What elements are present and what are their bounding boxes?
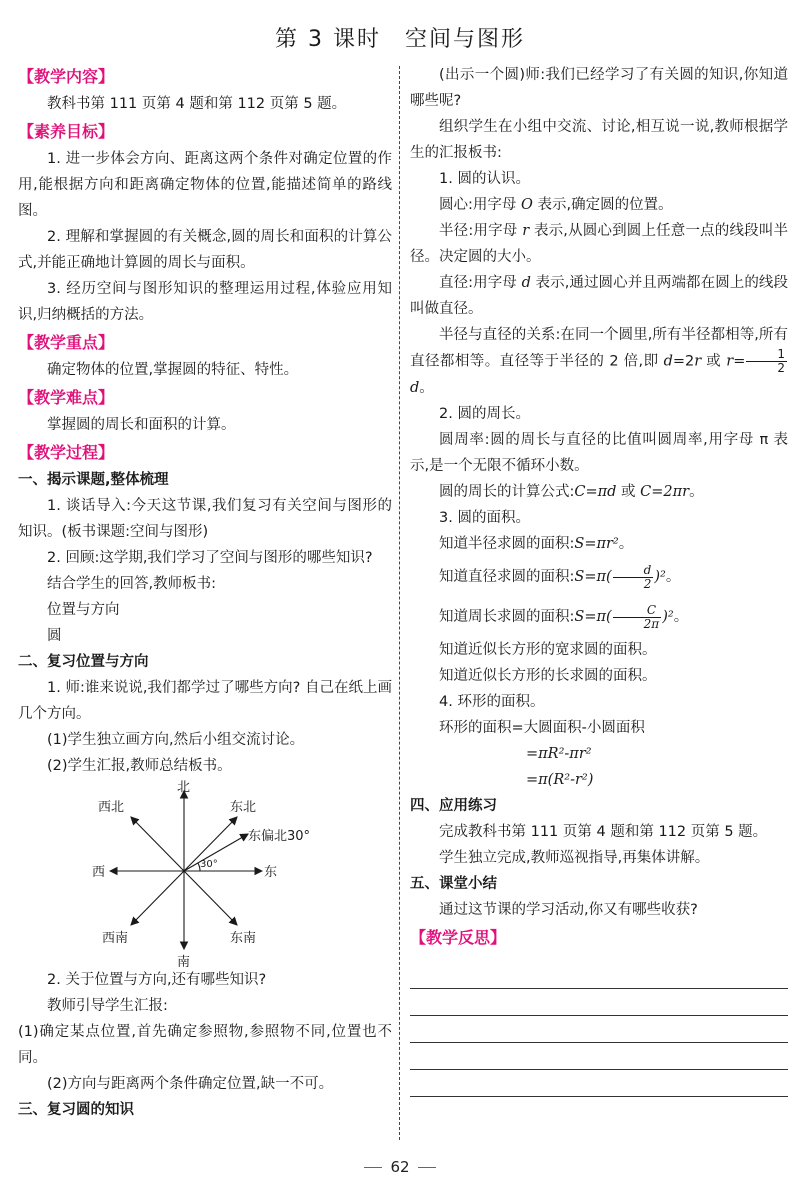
label-northwest: 西北	[98, 800, 125, 815]
s2-paragraph-2: (1)学生独立画方向,然后小组交流讨论。	[47, 732, 305, 748]
circle-recognition-title: 1. 圆的认识。	[439, 171, 530, 187]
area-by-rect-width: 知道近似长方形的宽求圆的面积。	[439, 642, 657, 658]
area-by-radius: 知道半径求圆的面积:S=πr²。	[439, 536, 634, 552]
s1-paragraph-2: 2. 回顾:这学期,我们学习了空间与图形的哪些知识?	[47, 550, 373, 566]
s2-paragraph-1: 1. 师:谁来说说,我们都学过了哪些方向? 自己在纸上画几个方向。	[18, 680, 392, 722]
s1-paragraph-3: 结合学生的回答,教师板书:	[47, 576, 216, 592]
goal-2: 2. 理解和掌握圆的有关概念,圆的周长和面积的计算公式,并能正确地计算圆的周长与面积。	[18, 229, 392, 271]
key-points-text: 确定物体的位置,掌握圆的特征、特性。	[47, 362, 299, 378]
label-angle: 30°	[200, 859, 218, 870]
s1-item-position: 位置与方向	[47, 602, 120, 618]
fraction-one-half: $\frac{1}{2}$	[746, 348, 787, 375]
page-number: 62	[390, 1158, 410, 1176]
label-southwest: 西南	[102, 931, 129, 946]
ring-area-formula-2: =πR²-πr²	[526, 746, 592, 762]
diameter-definition: 直径:用字母 d 表示,通过圆心并且两端都在圆上的线段叫做直径。	[410, 275, 789, 317]
heading-key-points: 【教学重点】	[18, 333, 115, 352]
label-northeast: 东北	[230, 800, 257, 815]
s1-paragraph-1: 1. 谈话导入:今天这节课,我们复习有关空间与图形的知识。(板书课题:空间与图形)	[18, 498, 392, 540]
section-5-title: 五、课堂小结	[410, 876, 497, 892]
center-definition: 圆心:用字母 O 表示,确定圆的位置。	[439, 197, 673, 213]
compass-diagram	[18, 779, 392, 967]
s4-paragraph-1: 完成教科书第 111 页第 4 题和第 112 页第 5 题。	[439, 824, 768, 840]
s2-paragraph-5: 教师引导学生汇报:	[47, 998, 168, 1014]
heading-goals: 【素养目标】	[18, 122, 115, 141]
s1-item-circle: 圆	[47, 628, 62, 644]
writing-line[interactable]	[410, 962, 788, 989]
label-east: 东	[264, 865, 278, 880]
page-footer	[0, 1158, 800, 1176]
section-4-title: 四、应用练习	[410, 798, 497, 814]
label-south: 南	[177, 955, 191, 967]
s5-paragraph-1: 通过这节课的学习活动,你又有哪些收获?	[439, 902, 698, 918]
area-title: 3. 圆的面积。	[439, 510, 530, 526]
right-column	[410, 62, 788, 1097]
fraction-c-over-2pi: $\frac{C}{2\pi}$	[613, 604, 662, 631]
column-divider	[399, 66, 400, 1140]
label-southeast: 东南	[230, 931, 257, 946]
arrow-southwest	[131, 871, 184, 925]
section-2-title: 二、复习位置与方向	[18, 654, 149, 670]
left-column	[18, 62, 392, 1123]
page-title: 第 3 课时 空间与图形	[275, 27, 525, 52]
label-ene-30: 东偏北30°	[248, 829, 311, 844]
s4-paragraph-2: 学生独立完成,教师巡视指导,再集体讲解。	[439, 850, 710, 866]
area-by-circumference: 知道周长求圆的面积:S=π( $\frac{C}{2\pi}$ )²。	[439, 602, 689, 631]
writing-line[interactable]	[410, 989, 788, 1016]
heading-difficulties: 【教学难点】	[18, 388, 115, 407]
heading-reflection: 【教学反思】	[410, 928, 507, 947]
arrow-northwest	[131, 817, 184, 871]
s2-paragraph-3: (2)学生汇报,教师总结板书。	[47, 758, 232, 774]
ring-area-title: 4. 环形的面积。	[439, 694, 545, 710]
radius-diameter-relation: 半径与直径的关系:在同一个圆里,所有半径都相等,所有直径都相等。直径等于半径的 2 倍,即 d=2r 或 r= $\frac{1}{2}$ d。	[410, 327, 788, 396]
section-3-title: 三、复习圆的知识	[18, 1102, 134, 1118]
arrow-southeast	[184, 871, 237, 925]
r-paragraph-2: 组织学生在小组中交流、讨论,相互说一说,教师根据学生的汇报板书:	[410, 119, 788, 161]
difficulties-text: 掌握圆的周长和面积的计算。	[47, 417, 236, 433]
circumference-title: 2. 圆的周长。	[439, 406, 530, 422]
writing-line[interactable]	[410, 1070, 788, 1097]
circumference-formula: 圆的周长的计算公式:C=πd 或 C=2πr。	[439, 484, 704, 500]
goal-3: 3. 经历空间与图形知识的整理运用过程,体验应用知识,归纳概括的方法。	[18, 281, 392, 323]
section-1-title: 一、揭示课题,整体梳理	[18, 472, 169, 488]
ring-area-formula-3: =π(R²-r²)	[526, 772, 594, 788]
fraction-d-over-2: $\frac{d}{2}$	[613, 564, 654, 591]
label-west: 西	[92, 865, 106, 880]
r-paragraph-1: (出示一个圆)师:我们已经学习了有关圆的知识,你知道哪些呢?	[410, 67, 788, 109]
ring-area-formula-1: 环形的面积=大圆面积-小圆面积	[439, 720, 645, 736]
writing-line[interactable]	[410, 1043, 788, 1070]
s2-paragraph-4: 2. 关于位置与方向,还有哪些知识?	[47, 972, 267, 988]
label-north: 北	[177, 780, 191, 795]
writing-line[interactable]	[410, 1016, 788, 1043]
goal-1: 1. 进一步体会方向、距离这两个条件对确定位置的作用,能根据方向和距离确定物体的位置,能描述简单的路线图。	[18, 151, 392, 219]
area-by-rect-length: 知道近似长方形的长求圆的面积。	[439, 668, 657, 684]
heading-teaching-content: 【教学内容】	[18, 67, 115, 86]
reflection-writing-area[interactable]	[410, 962, 788, 1097]
area-by-diameter: 知道直径求圆的面积:S=π( $\frac{d}{2}$ )²。	[439, 562, 681, 591]
teaching-content-text: 教科书第 111 页第 4 题和第 112 页第 5 题。	[47, 96, 347, 112]
heading-process: 【教学过程】	[18, 443, 115, 462]
s2-paragraph-6: (1)确定某点位置,首先确定参照物,参照物不同,位置也不同。	[18, 1024, 392, 1066]
radius-definition: 半径:用字母 r 表示,从圆心到圆上任意一点的线段叫半径。决定圆的大小。	[410, 223, 789, 265]
pi-definition: 圆周率:圆的周长与直径的比值叫圆周率,用字母 π 表示,是一个无限不循环小数。	[410, 432, 788, 474]
s2-paragraph-7: (2)方向与距离两个条件确定位置,缺一不可。	[47, 1076, 334, 1092]
